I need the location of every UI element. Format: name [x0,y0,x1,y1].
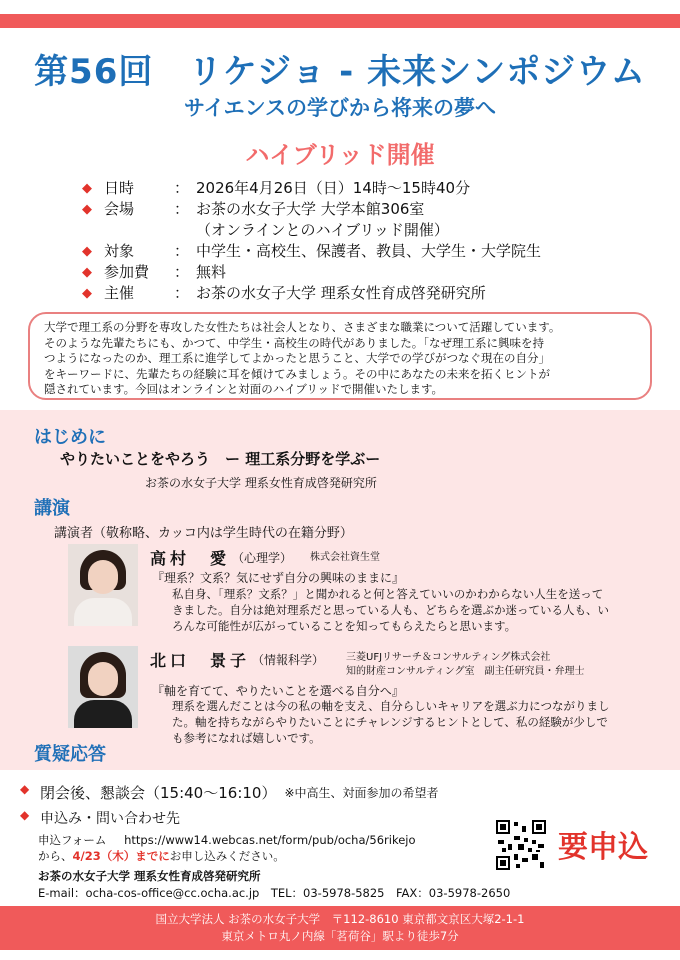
format-label: ハイブリッド開催 [245,141,435,169]
lecture-heading: 講演 [34,498,70,519]
intro-line: 大学で理工系の分野を専攻した女性たちは社会人となり、さまざまな職業について活躍しています。 [44,320,561,334]
speaker-field: （情報科学） [252,653,325,667]
intro-box [28,312,652,400]
apply-deadline: 4/23（木）までに [72,849,170,863]
info-row-target: ◆ 対象 ： 中学生・高校生、保護者、教員、大学生・大学院生 [82,241,642,262]
speaker-affiliation: 株式会社資生堂 [310,552,380,563]
speaker-desc: 私自身、「理系？文系？」と聞かれると何と答えていいのかわからない人生を送って きました。自分は絶対理系だと思っている人も、どちらを選ぶか迷っている人も、い ろんな可能性が広がっていることを知ってもらえたらと思います。 [172,587,609,633]
info-label: 参加費 [104,263,150,281]
speaker-photo-kitaguchi [68,646,138,728]
speaker-affiliation: 三菱UFJリサーチ＆コンサルティング株式会社 知的財産コンサルティング室 副主任研究員・弁理士 [346,652,585,677]
opening-heading: はじめに [34,427,106,448]
diamond-bullet-icon: ◆ [82,202,92,217]
info-value: お茶の水女子大学 大学本館306室 [196,200,425,218]
info-value: 中学生・高校生、保護者、教員、大学生・大学院生 [196,242,542,260]
page-title: 第56回 リケジョ - 未来シンポジウム [34,52,646,92]
top-accent-bar [0,14,680,28]
apply-url-link[interactable]: https://www14.webcas.net/form/pub/ocha/56rikejo [124,833,416,847]
speaker-field: （心理学） [232,551,293,565]
info-row-organizer: ◆ 主催 ： お茶の水女子大学 理系女性育成啓発研究所 [82,283,642,304]
intro-line: をキーワードに、先輩たちの経験に耳を傾けてみましょう。その中にあなたの未来を拓くヒントが [44,366,550,381]
apply-heading: 申込み・問い合わせ先 [40,811,180,827]
diamond-bullet-icon: ◆ [82,286,92,301]
footer-access: 東京メトロ丸ノ内線「茗荷谷」駅より徒歩7分 [221,929,459,943]
info-value-sub: （オンラインとのハイブリッド開催） [196,221,449,239]
info-row-venue: ◆ 会場 ： お茶の水女子大学 大学本館306室 [82,199,642,220]
speaker-photo-takamura [68,544,138,626]
speakers-note: 講演者（敬称略、カッコ内は学生時代の在籍分野） [54,526,353,541]
diamond-bullet-icon: ◆ [82,265,92,280]
apply-form-line [38,832,416,848]
page-subtitle: サイエンスの学びから将来の夢へ [183,96,497,120]
apply-org: お茶の水女子大学 理系女性育成啓発研究所 [38,869,261,883]
intro-line: そのような先輩たちにも、かつて、中学生・高校生の時代がありました。「なぜ理工系に興味を持 [44,335,545,350]
info-label: 対象 [104,242,135,260]
apply-form-label: 申込フォーム [38,833,107,847]
speaker-name: 北口 景子 [150,651,251,670]
info-row-fee: ◆ 参加費 ： 無料 [82,262,642,283]
speaker-quote: 『理系？文系？気にせず自分の興味のままに』 [152,571,405,585]
diamond-bullet-icon: ◆ [82,244,92,259]
diamond-bullet-icon: ◆ [20,808,30,822]
qr-code-icon[interactable] [496,820,546,870]
apply-deadline-line: から、4/23（木）までにお申し込みください。 [38,849,285,863]
social-row [20,782,439,803]
info-label: 会場 [104,200,135,218]
apply-contact: E-mail：ocha-cos-office@cc.ocha.ac.jp TEL：03-5978-5825 FAX：03-5978-2650 [38,886,511,900]
registration-required-badge: 要申込 [558,830,648,865]
event-info [82,178,642,304]
info-value: 2026年4月26日（日）14時～15時40分 [196,179,471,197]
info-label: 日時 [104,179,135,197]
info-row-date: ◆ 日時 ： 2026年4月26日（日）14時～15時40分 [82,178,642,199]
speaker-quote: 『軸を育てて、やりたいことを選べる自分へ』 [152,684,404,698]
footer [0,906,680,950]
diamond-bullet-icon: ◆ [20,782,30,796]
diamond-bullet-icon: ◆ [82,181,92,196]
apply-heading-row [20,808,180,828]
info-value: お茶の水女子大学 理系女性育成啓発研究所 [196,284,486,302]
social-text: 閉会後、懇談会（15:40～16:10） [40,784,277,802]
info-value: 無料 [196,263,227,281]
social-note: ※中高生、対面参加の希望者 [284,786,439,800]
info-label: 主催 [104,284,135,302]
intro-line: 隠されています。今回はオンラインと対面のハイブリッドで開催いたします。 [44,382,444,396]
qa-heading: 質疑応答 [34,744,106,765]
opening-org: お茶の水女子大学 理系女性育成啓発研究所 [145,476,377,490]
footer-address: 国立大学法人 お茶の水女子大学 〒112-8610 東京都文京区大塚2-1-1 [155,912,525,926]
speaker-desc: 理系を選んだことは今の私の軸を支え、自分らしいキャリアを選ぶ力につながりまし た。軸を持ちながらやりたいことにチャレンジするヒントとして、私の経験が少しで も参考になれば嬉しいです。 [172,699,610,745]
opening-title: やりたいことをやろう ー 理工系分野を学ぶー [60,450,381,468]
intro-line: つようになったのか、理工系に進学してよかったと思うこと、大学での学びがつなぐ現在の自分」 [44,351,550,365]
speaker-name: 高村 愛 [150,549,231,568]
